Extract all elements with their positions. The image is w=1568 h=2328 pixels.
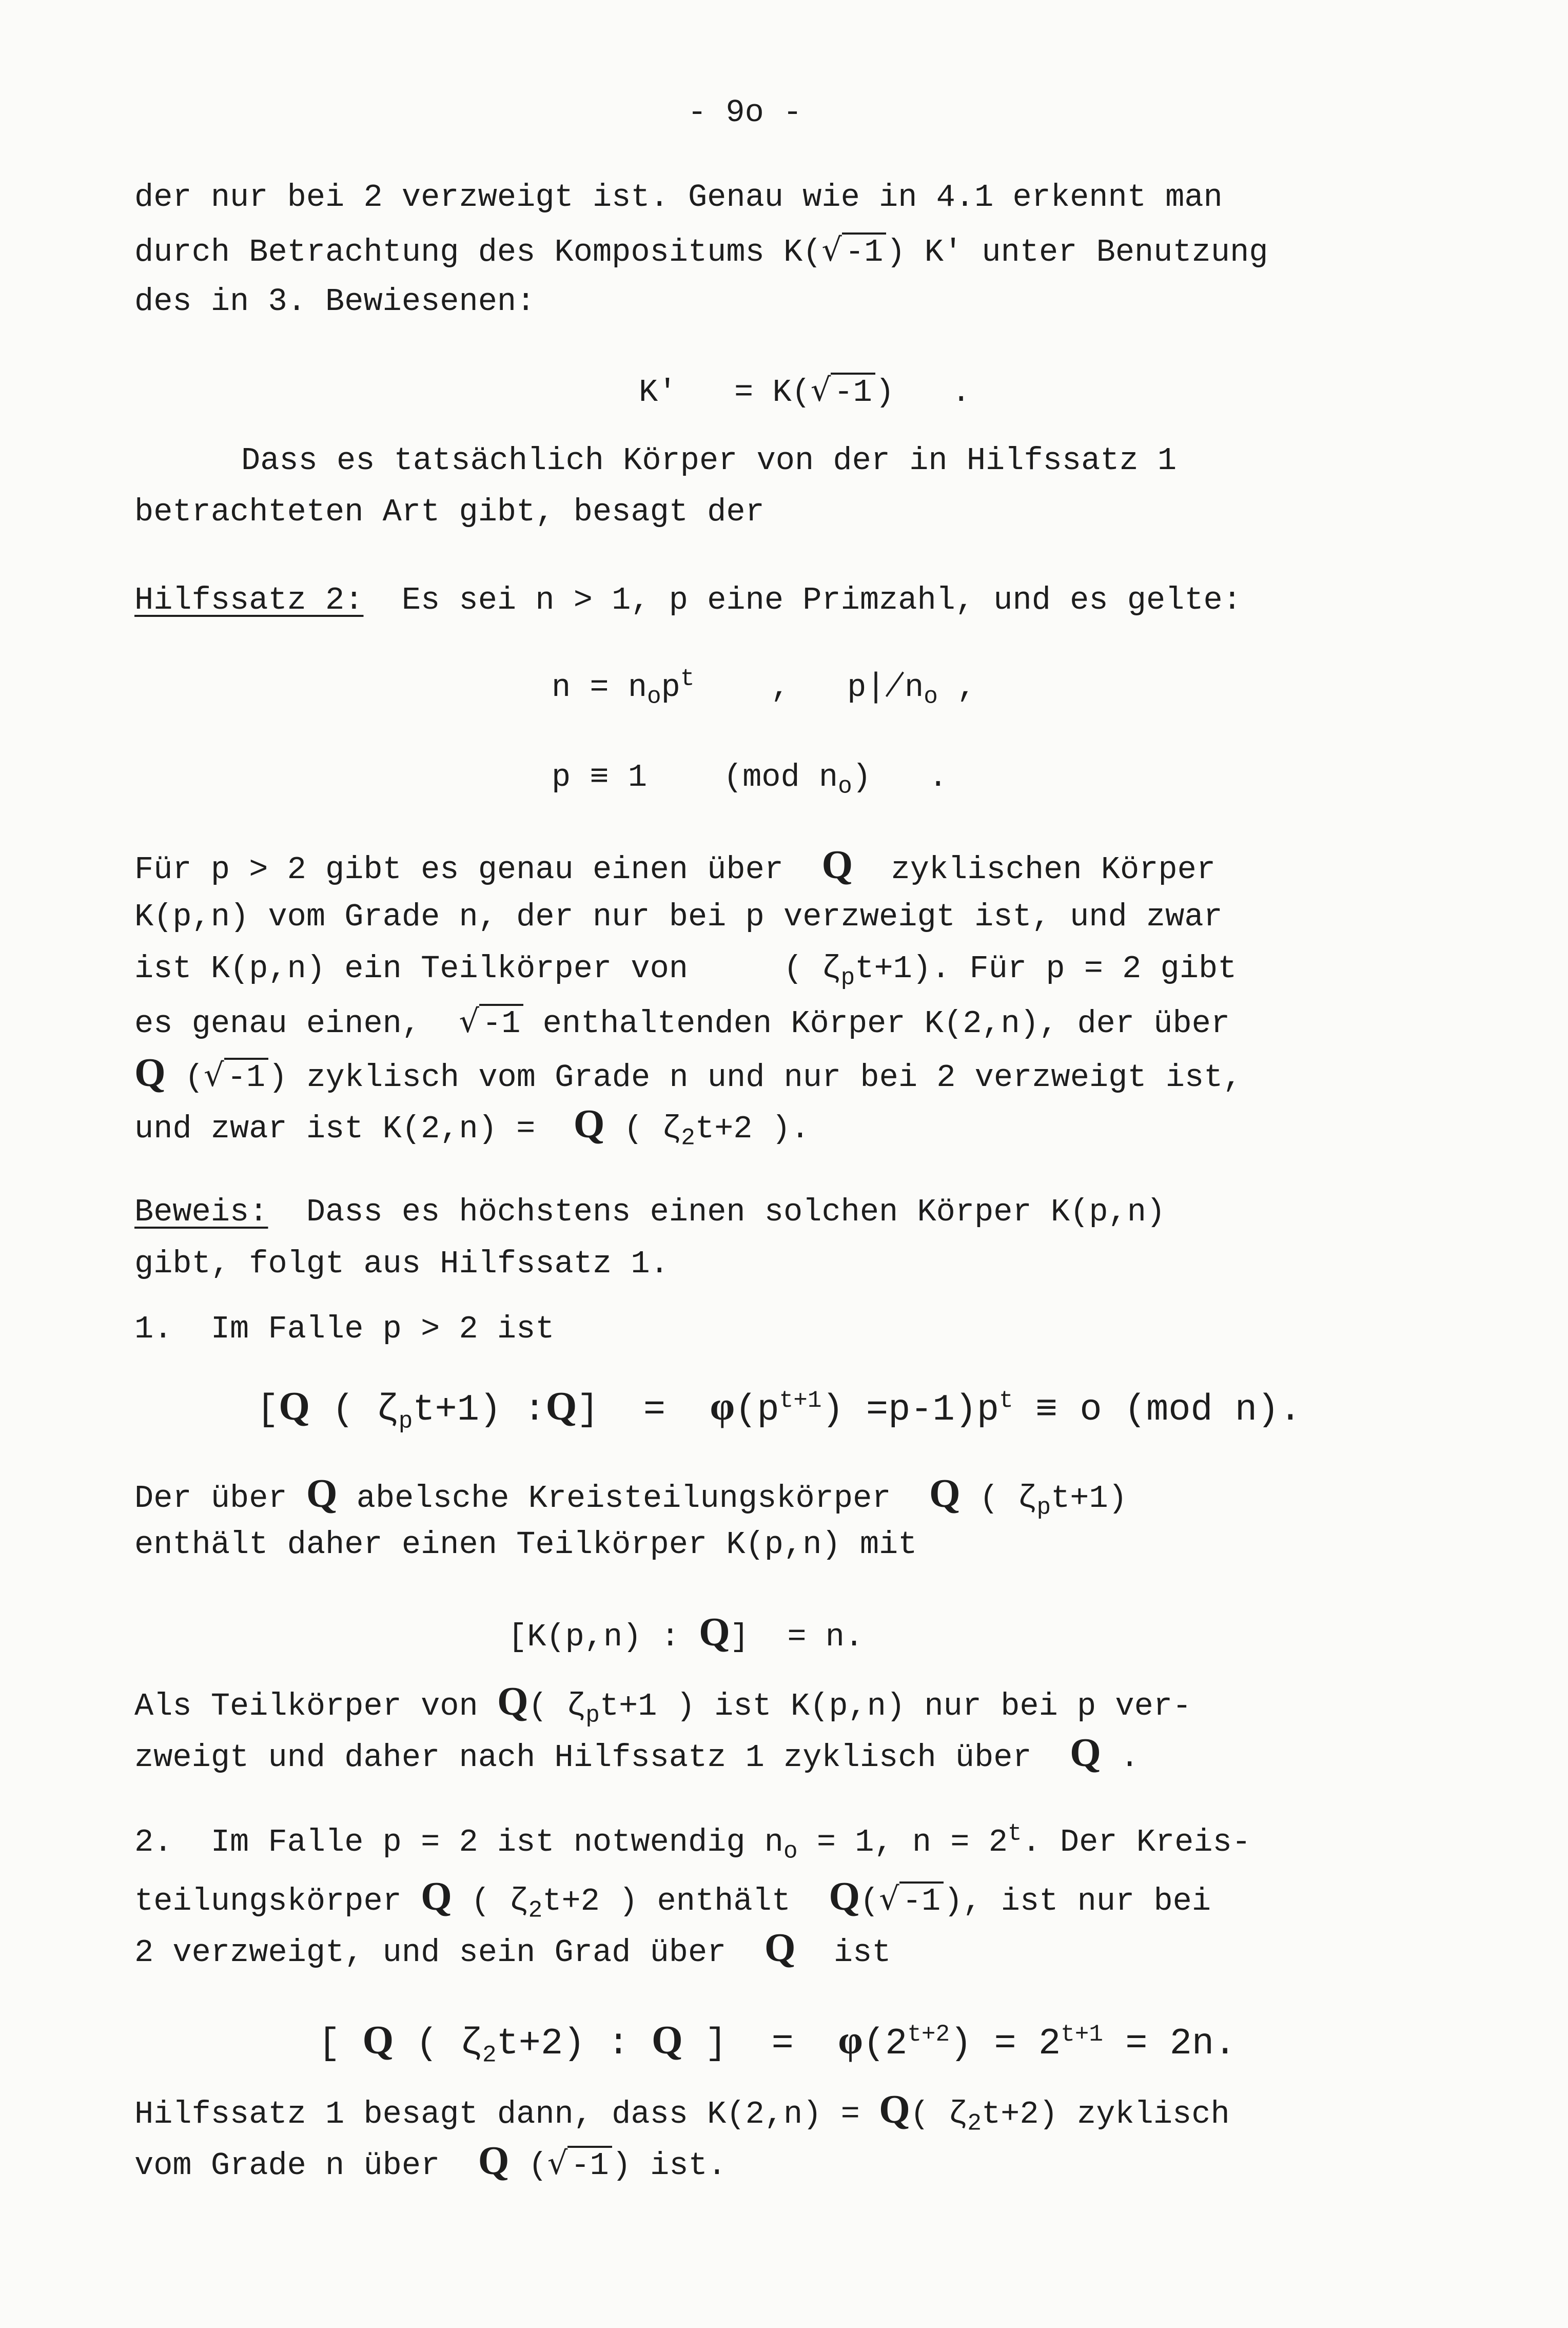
proof-line6: zweigt und daher nach Hilfssatz 1 zyklisch über Q . [134,1730,1140,1776]
lemma2-condition1: $n = n_op^t$ , $p∤n_o$ , [552,665,976,710]
para1-line1: der nur bei 2 verzweigt ist. Genau wie in 4.1 erkennt man [134,179,1223,216]
page-number: - 9o - [688,94,802,131]
proof-line3: Der über Q abelsche Kreisteilungskörper Q ( $\zeta_pt+1$) [134,1471,1127,1521]
equation-degree-2: [ Q ( $\zeta_2t+2$) : Q ] = $\varphi(2^{t+2}) = 2^{t+1} = 2n$. [318,2017,1237,2069]
lemma2-label: Hilfssatz 2: [134,582,364,618]
proof-line8: 2 verzweigt, und sein Grad über Q ist [134,1925,891,1971]
proof-line4: enthält daher einen Teilkörper K(p,n) mit [134,1526,917,1563]
proof-case1: 1. Im Falle p > 2 ist [134,1311,555,1347]
proof-line7: teilungskörper Q ( $\zeta_2t+2$ ) enthält Q(√-1), ist nur bei [134,1874,1211,1924]
para2-line1: Dass es tatsächlich Körper von der in Hilfssatz 1 [241,442,1177,479]
lemma2-condition2: p ≡ 1 (mod $n_o$) . [552,759,948,800]
lemma2-line6: und zwar ist K(2,n) = Q ( $\zeta_2t+2$ ). [134,1101,810,1152]
equation-degree-p: [Q ( $\zeta_pt+1$) :Q] = $\varphi(p^{t+1}) =p-1)p^t \equiv o$ (mod n). [257,1384,1302,1435]
proof-line1: Beweis: Dass es höchstens einen solchen Körper K(p,n) [134,1194,1166,1230]
para1-line2: durch Betrachtung des Kompositums K(√-1) K' unter Benutzung [134,231,1268,270]
proof-line5: Als Teilkörper von Q( $\zeta_pt+1$ ) ist K(p,n) nur bei p ver- [134,1679,1192,1729]
lemma2-line1: Für p > 2 gibt es genau einen über Q zyklischen Körper [134,842,1216,888]
proof-label: Beweis: [134,1194,268,1230]
para1-line3: des in 3. Bewiesenen: [134,283,536,320]
proof-case2: 2. Im Falle p = 2 ist notwendig $n_o = 1$, $n = 2^t$. Der Kreis- [134,1820,1251,1865]
lemma2-line3: ist K(p,n) ein Teilkörper von ( $\zeta_pt+1$). Für p = 2 gibt [134,950,1237,992]
equation-k-prime: K' = K(√-1) . [639,371,971,411]
lemma2-line2: K(p,n) vom Grade n, der nur bei p verzweigt ist, und zwar [134,899,1223,935]
proof-line9: Hilfssatz 1 besagt dann, dass K(2,n) = Q( $\zeta_2t+2$) zyklisch [134,2087,1230,2137]
proof-line10: vom Grade n über Q (√-1) ist. [134,2138,727,2184]
proof-line2: gibt, folgt aus Hilfssatz 1. [134,1246,669,1282]
para2-line2: betrachteten Art gibt, besagt der [134,494,765,530]
lemma2-line5: Q (√-1) zyklisch vom Grade n und nur bei 2 verzweigt ist, [134,1050,1242,1096]
equation-kpn-degree: [K(p,n) : Q] = n. [508,1609,864,1655]
lemma2-line4: es genau einen, √-1 enthaltenden Körper K(2,n), der über [134,1002,1230,1042]
lemma2-heading-line: Hilfssatz 2: Es sei n > 1, p eine Primzahl, und es gelte: [134,582,1242,618]
